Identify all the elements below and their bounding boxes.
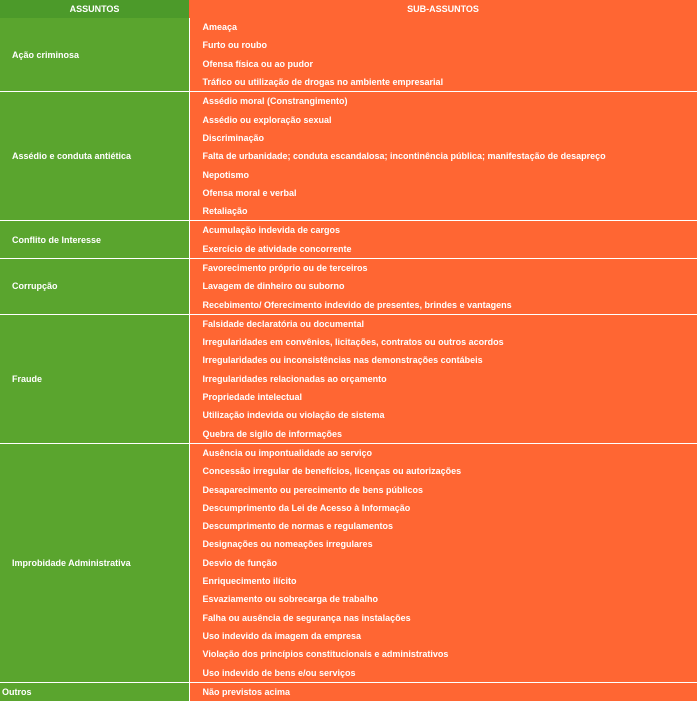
header-sub-assuntos: SUB-ASSUNTOS	[189, 0, 697, 18]
sub-assunto-cell: Retaliação	[189, 202, 697, 221]
table-row	[0, 92, 697, 111]
assunto-cell: Conflito de Interesse	[0, 221, 189, 259]
sub-assunto-cell: Lavagem de dinheiro ou suborno	[189, 277, 697, 295]
sub-assunto-cell: Ofensa moral e verbal	[189, 184, 697, 202]
assunto-cell: Fraude	[0, 314, 189, 443]
sub-assunto-cell: Recebimento/ Oferecimento indevido de presentes, brindes e vantagens	[189, 295, 697, 314]
sub-assunto-cell: Ofensa física ou ao pudor	[189, 55, 697, 73]
table-body	[0, 18, 697, 701]
sub-assunto-cell: Uso indevido de bens e/ou serviços	[189, 663, 697, 682]
table-row	[0, 443, 697, 462]
sub-assunto-cell: Exercício de atividade concorrente	[189, 240, 697, 259]
sub-assunto-cell: Falta de urbanidade; conduta escandalosa; incontinência pública; manifestação de desapreço	[189, 147, 697, 165]
sub-assunto-cell: Falha ou ausência de segurança nas instalações	[189, 609, 697, 627]
table-row	[0, 258, 697, 277]
sub-assunto-cell: Utilização indevida ou violação de sistema	[189, 406, 697, 424]
assunto-cell: Corrupção	[0, 258, 189, 314]
header-row	[0, 0, 697, 18]
sub-assunto-cell: Favorecimento próprio ou de terceiros	[189, 258, 697, 277]
sub-assunto-cell: Assédio ou exploração sexual	[189, 110, 697, 128]
sub-assunto-cell: Nepotismo	[189, 165, 697, 183]
sub-assunto-cell: Propriedade intelectual	[189, 388, 697, 406]
sub-assunto-cell: Quebra de sigilo de informações	[189, 425, 697, 444]
header-assuntos: ASSUNTOS	[0, 0, 189, 18]
sub-assunto-cell: Tráfico ou utilização de drogas no ambiente empresarial	[189, 73, 697, 92]
sub-assunto-cell: Irregularidades em convênios, licitações, contratos ou outros acordos	[189, 333, 697, 351]
table-row	[0, 682, 697, 701]
table-row	[0, 314, 697, 333]
assunto-cell: Outros	[0, 682, 189, 701]
sub-assunto-cell: Descumprimento de normas e regulamentos	[189, 517, 697, 535]
sub-assunto-cell: Designações ou nomeações irregulares	[189, 535, 697, 553]
sub-assunto-cell: Ameaça	[189, 18, 697, 36]
sub-assunto-cell: Desaparecimento ou perecimento de bens públicos	[189, 480, 697, 498]
sub-assunto-cell: Violação dos princípios constitucionais e administrativos	[189, 645, 697, 663]
sub-assunto-cell: Esvaziamento ou sobrecarga de trabalho	[189, 590, 697, 608]
sub-assunto-cell: Ausência ou impontualidade ao serviço	[189, 443, 697, 462]
sub-assunto-cell: Irregularidades relacionadas ao orçamento	[189, 370, 697, 388]
sub-assunto-cell: Descumprimento da Lei de Acesso à Informação	[189, 499, 697, 517]
table-row	[0, 221, 697, 240]
sub-assunto-cell: Não previstos acima	[189, 682, 697, 701]
sub-assunto-cell: Uso indevido da imagem da empresa	[189, 627, 697, 645]
sub-assunto-cell: Furto ou roubo	[189, 36, 697, 54]
sub-assunto-cell: Concessão irregular de benefícios, licenças ou autorizações	[189, 462, 697, 480]
sub-assunto-cell: Discriminação	[189, 129, 697, 147]
assunto-cell: Assédio e conduta antiética	[0, 92, 189, 221]
table-row	[0, 18, 697, 36]
sub-assunto-cell: Acumulação indevida de cargos	[189, 221, 697, 240]
sub-assunto-cell: Assédio moral (Constrangimento)	[189, 92, 697, 111]
sub-assunto-cell: Falsidade declaratória ou documental	[189, 314, 697, 333]
sub-assunto-cell: Irregularidades ou inconsistências nas demonstrações contábeis	[189, 351, 697, 369]
sub-assunto-cell: Enriquecimento ilícito	[189, 572, 697, 590]
assunto-cell: Ação criminosa	[0, 18, 189, 92]
assunto-cell: Improbidade Administrativa	[0, 443, 189, 682]
sub-assunto-cell: Desvio de função	[189, 554, 697, 572]
